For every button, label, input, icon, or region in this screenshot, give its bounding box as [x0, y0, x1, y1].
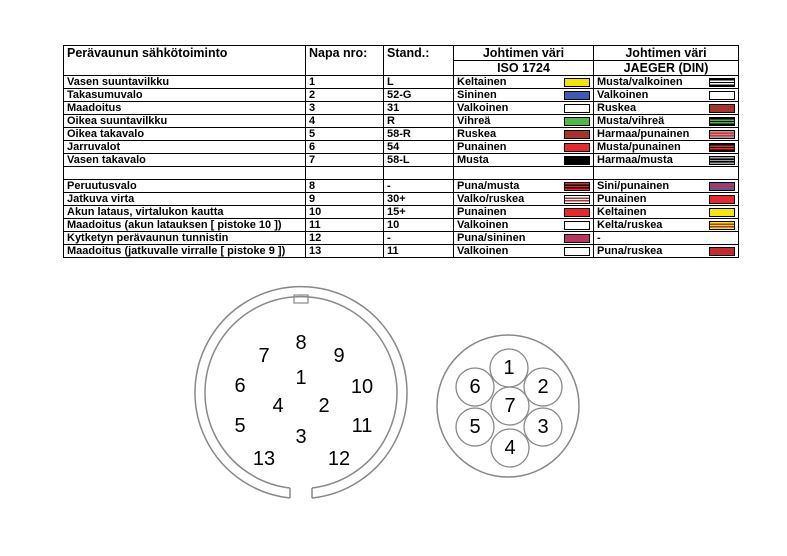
jaeger-color-label: Musta/valkoinen	[597, 76, 683, 88]
seven-pin-label: 2	[537, 376, 549, 398]
header-iso-line2: ISO 1724	[454, 61, 594, 76]
standard-cell: 31	[384, 102, 454, 115]
thirteen-pin-label: 10	[350, 376, 374, 398]
iso-color-label: Punainen	[457, 206, 507, 218]
standard-cell: R	[384, 115, 454, 128]
header-function: Perävaunun sähkötoiminto	[64, 46, 306, 76]
pin-cell: 5	[306, 128, 384, 141]
seven-pin-label: 5	[469, 416, 481, 438]
function-cell: Jarruvalot	[64, 141, 306, 154]
function-cell: Maadoitus (jatkuvalle virralle [ pistoke 9 ])	[64, 245, 306, 258]
thirteen-pin-label: 6	[234, 375, 246, 397]
function-cell: Vasen takavalo	[64, 154, 306, 167]
function-cell: Kytketyn perävaunun tunnistin	[64, 232, 306, 245]
thirteen-pin-label: 8	[295, 332, 307, 354]
iso-color-label: Valko/ruskea	[457, 193, 525, 205]
iso-color-label: Vihreä	[457, 115, 491, 127]
seven-pin-label: 4	[504, 437, 516, 459]
pin-cell: 1	[306, 76, 384, 89]
function-cell: Takasumuvalo	[64, 89, 306, 102]
jaeger-color-label: Sini/punainen	[597, 180, 670, 192]
iso-color-label: Puna/musta	[457, 180, 520, 192]
standard-cell: L	[384, 76, 454, 89]
thirteen-pin-connector	[195, 287, 407, 498]
standard-cell: 58-L	[384, 154, 454, 167]
thirteen-pin-label: 2	[318, 395, 330, 417]
function-cell: Oikea suuntavilkku	[64, 115, 306, 128]
pin-cell: 8	[306, 180, 384, 193]
pin-cell: 9	[306, 193, 384, 206]
iso-color-label: Valkoinen	[457, 245, 509, 257]
function-cell: Maadoitus (akun latauksen [ pistoke 10 ])	[64, 219, 306, 232]
thirteen-pin-label: 9	[333, 345, 345, 367]
seven-pin-label: 1	[503, 357, 515, 379]
header-jaeger-line2: JAEGER (DIN)	[594, 61, 739, 76]
iso-color-label: Sininen	[457, 89, 497, 101]
standard-cell: 58-R	[384, 128, 454, 141]
thirteen-pin-label: 7	[258, 345, 270, 367]
iso-color-label: Puna/sininen	[457, 232, 526, 244]
thirteen-pin-label: 4	[272, 395, 284, 417]
jaeger-color-label: Valkoinen	[597, 89, 649, 101]
pin-cell: 3	[306, 102, 384, 115]
iso-color-label: Punainen	[457, 141, 507, 153]
thirteen-pin-label: 12	[327, 448, 351, 470]
jaeger-color-label: -	[597, 232, 601, 244]
standard-cell: 11	[384, 245, 454, 258]
standard-cell: -	[384, 232, 454, 245]
seven-pin-label: 6	[469, 376, 481, 398]
iso-color-label: Valkoinen	[457, 219, 509, 231]
thirteen-pin-label: 1	[295, 367, 307, 389]
pin-cell: 10	[306, 206, 384, 219]
jaeger-color-label: Punainen	[597, 193, 647, 205]
iso-color-label: Valkoinen	[457, 102, 509, 114]
function-cell: Oikea takavalo	[64, 128, 306, 141]
thirteen-pin-label: 13	[252, 448, 276, 470]
header-standard: Stand.:	[384, 46, 454, 76]
jaeger-color-label: Harmaa/musta	[597, 154, 673, 166]
thirteen-pin-label: 11	[351, 415, 373, 437]
iso-color-label: Keltainen	[457, 76, 507, 88]
jaeger-color-label: Musta/vihreä	[597, 115, 665, 127]
jaeger-color-label: Puna/ruskea	[597, 245, 663, 257]
jaeger-color-label: Kelta/ruskea	[597, 219, 663, 231]
pin-cell: 6	[306, 141, 384, 154]
standard-cell: 52-G	[384, 89, 454, 102]
standard-cell: 54	[384, 141, 454, 154]
header-jaeger-line1: Johtimen väri	[594, 46, 739, 61]
jaeger-color-label: Musta/punainen	[597, 141, 681, 153]
thirteen-pin-label: 3	[295, 426, 307, 448]
seven-pin-label: 7	[504, 395, 516, 417]
standard-cell: 30+	[384, 193, 454, 206]
jaeger-color-label: Ruskea	[597, 102, 637, 114]
thirteen-pin-outer-ring	[195, 287, 407, 498]
header-pin: Napa nro:	[306, 46, 384, 76]
jaeger-color-label: Harmaa/punainen	[597, 128, 690, 140]
pin-cell: 12	[306, 232, 384, 245]
pin-cell: 4	[306, 115, 384, 128]
function-cell: Jatkuva virta	[64, 193, 306, 206]
pin-cell: 7	[306, 154, 384, 167]
standard-cell: -	[384, 180, 454, 193]
standard-cell: 10	[384, 219, 454, 232]
header-iso-line1: Johtimen väri	[454, 46, 594, 61]
thirteen-pin-label: 5	[234, 415, 246, 437]
jaeger-color-label: Keltainen	[597, 206, 647, 218]
iso-color-label: Musta	[457, 154, 489, 166]
function-cell: Akun lataus, virtalukon kautta	[64, 206, 306, 219]
seven-pin-label: 3	[537, 416, 549, 438]
function-cell: Maadoitus	[64, 102, 306, 115]
pin-cell: 11	[306, 219, 384, 232]
function-cell: Vasen suuntavilkku	[64, 76, 306, 89]
iso-color-label: Ruskea	[457, 128, 497, 140]
standard-cell: 15+	[384, 206, 454, 219]
pin-cell: 13	[306, 245, 384, 258]
seven-pin-connector	[437, 335, 579, 477]
pin-cell: 2	[306, 89, 384, 102]
function-cell: Peruutusvalo	[64, 180, 306, 193]
